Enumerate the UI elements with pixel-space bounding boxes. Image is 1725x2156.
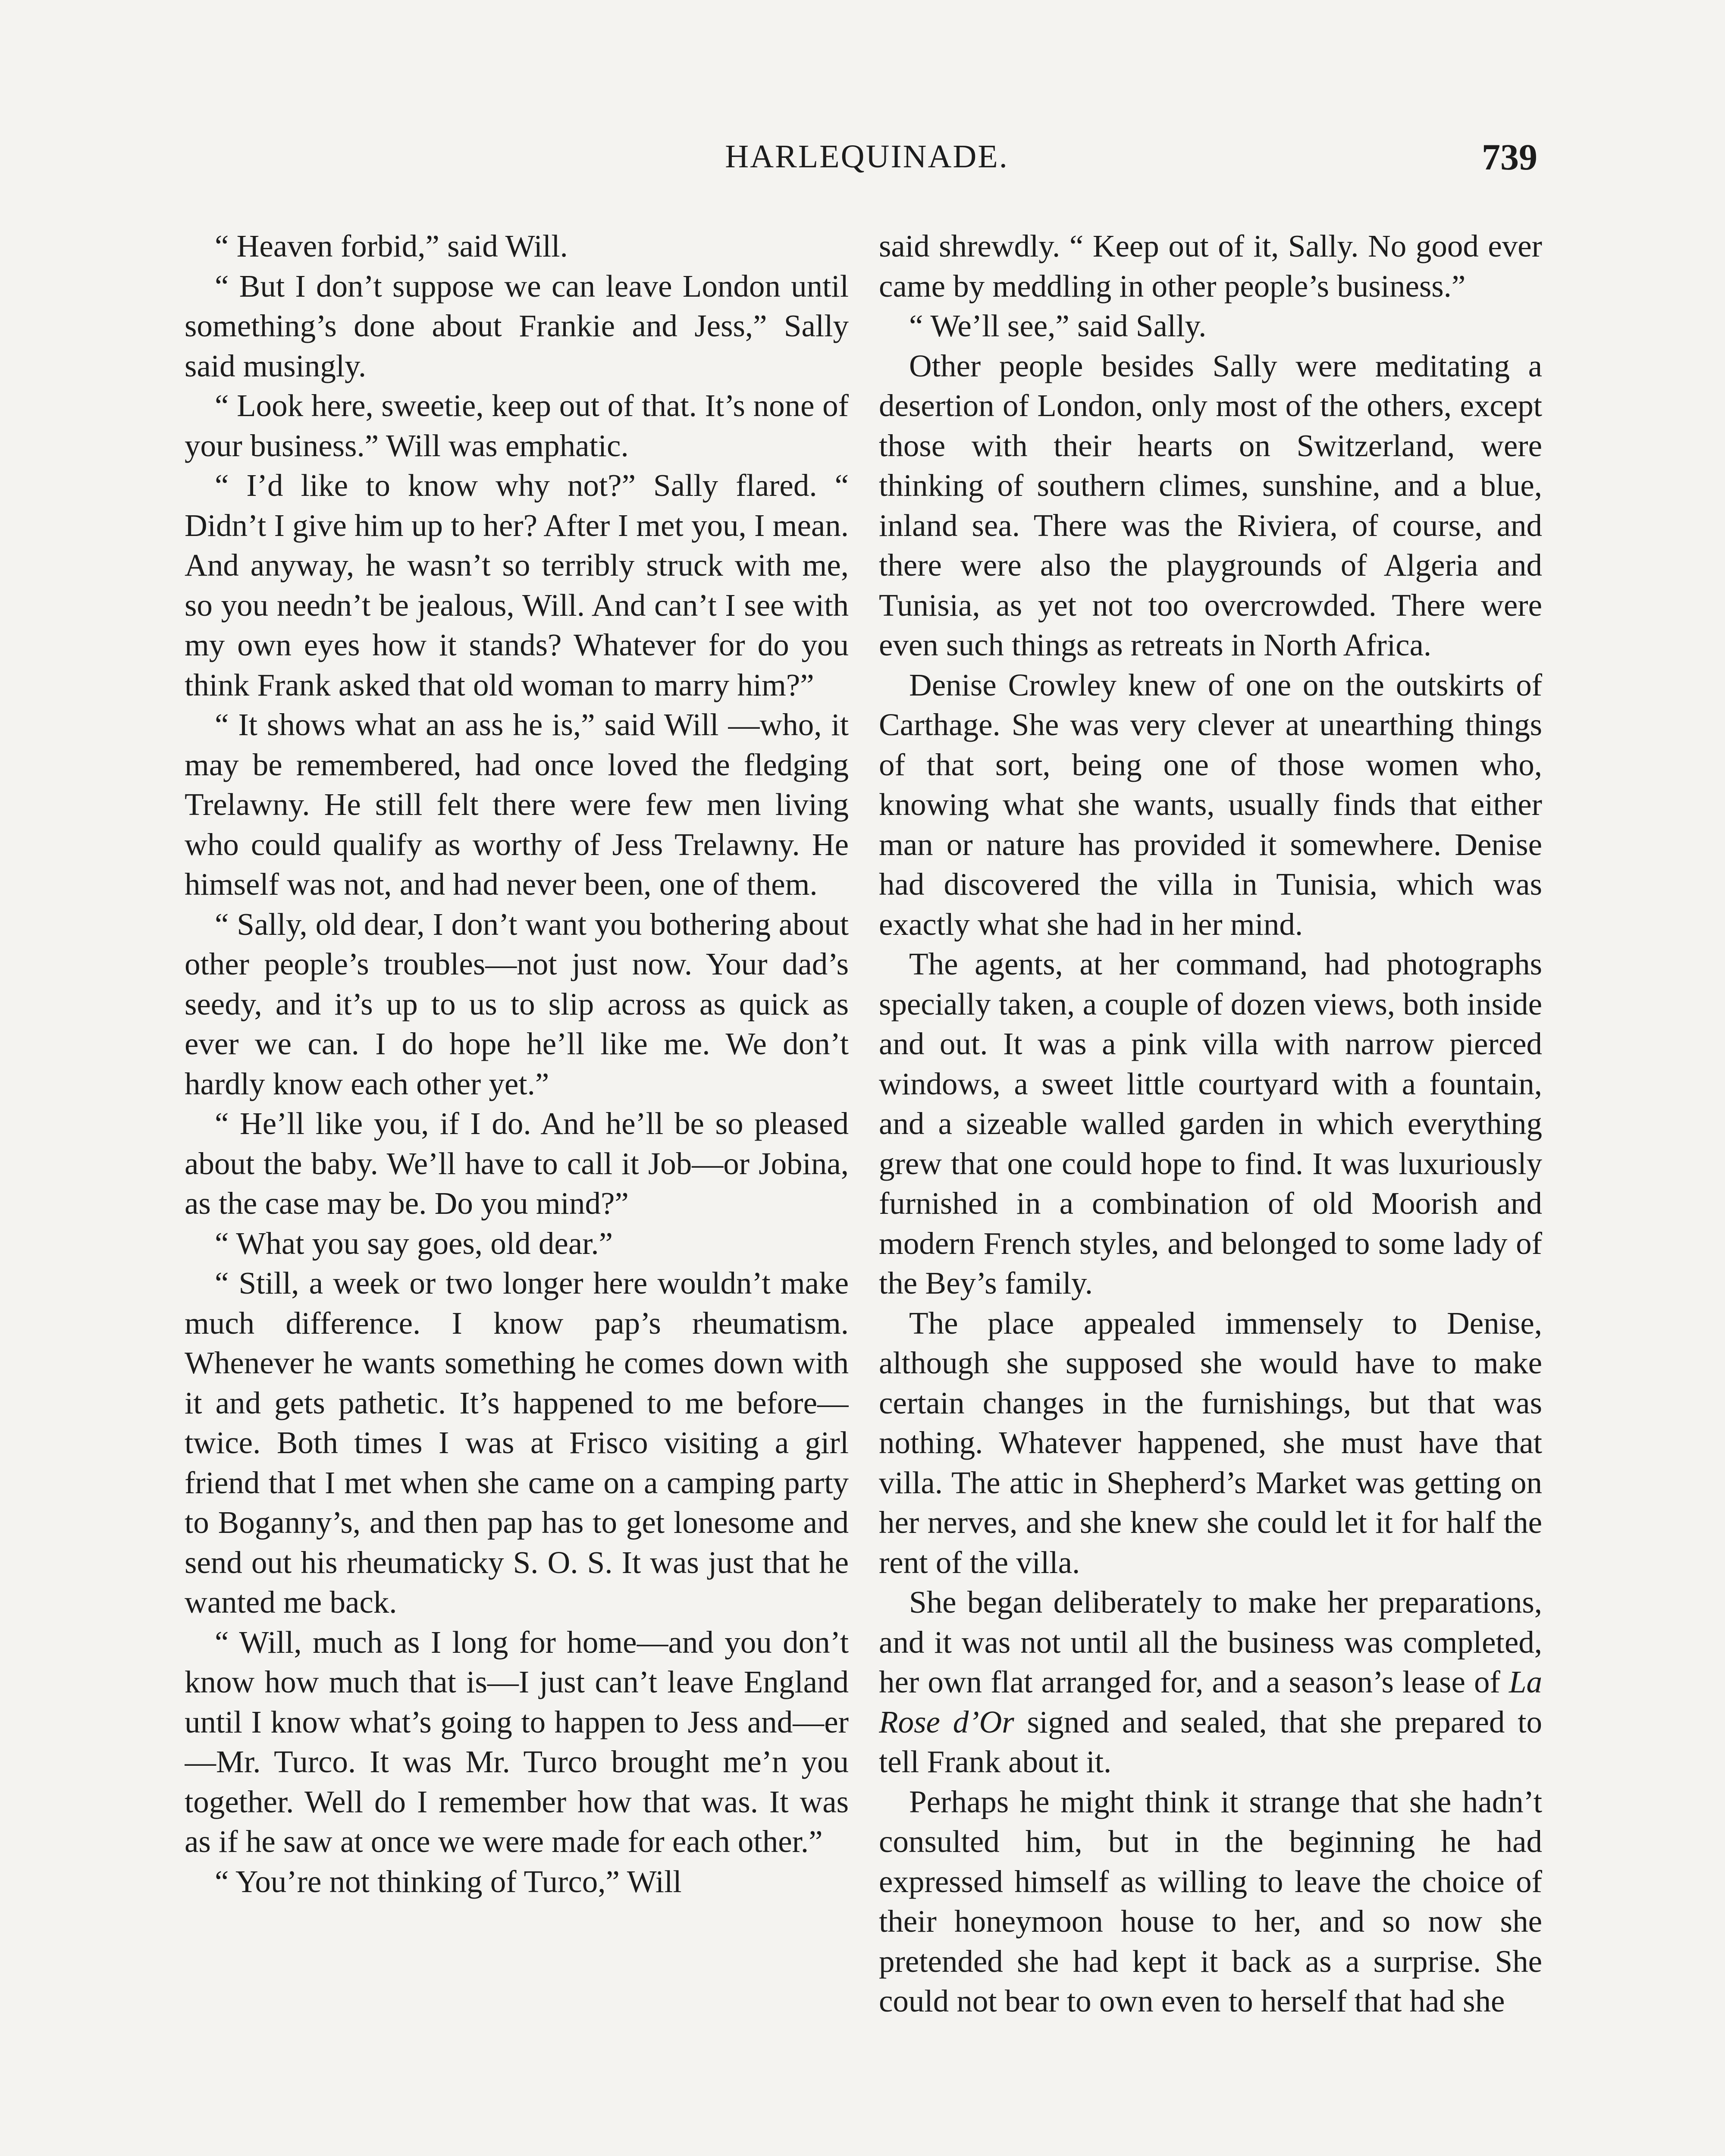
paragraph: Perhaps he might think it strange that she hadn’t consulted him, but in the beginning he had expressed himself as willing to leave the choice of their honeymoon house to her, and so now she pretended she had kept it back as a surprise. She could not bear to own even to herself that had she (879, 1784, 1542, 2018)
paragraph: “ Sally, old dear, I don’t want you bothering about other people’s troubles—not just now. Your dad’s seedy, and it’s up to us to slip across as quick as ever we can. I do hope he’ll like me. We don’t hardly know each other yet.” (185, 906, 849, 1101)
right-column (879, 226, 1542, 2156)
paragraph: “ It shows what an ass he is,” said Will —who, it may be remembered, had once loved the fledging Trelawny. He still felt there were few men living who could qualify as worthy of Jess Trelawny. He himself was not, and had never been, one of them. (185, 707, 849, 902)
paragraph: “ We’ll see,” said Sally. (909, 308, 1207, 343)
paragraph-text: She began deliberately to make her preparations, and it was not until all the business was completed, her own flat arranged for, and a season’s lease of (879, 1585, 1542, 1699)
page-number: 739 (1482, 136, 1537, 178)
paragraph: The place appealed immensely to Denise, although she supposed she would have to make certain changes in the furnishings, but that was nothing. Whatever happened, she must have that villa. The attic in Shepherd’s Market was getting on her nerves, and she knew she could let it for half the rent of the villa. (879, 1305, 1542, 1580)
paragraph: “ Will, much as I long for home—and you don’t know how much that is—I just can’t leave England until I know what’s going to happen to Jess and—er—Mr. Turco. It was Mr. Turco brought me’n you together. Well do I remember how that was. It was as if he saw at once we were made for each other.” (185, 1624, 849, 1859)
page-header (0, 138, 1725, 185)
paragraph: “ He’ll like you, if I do. And he’ll be so pleased about the baby. We’ll have to call it Job—or Jobina, as the case may be. Do you mind?” (185, 1106, 849, 1221)
paragraph: “ But I don’t suppose we can leave London until something’s done about Frankie and Jess,” Sally said musingly. (185, 268, 849, 383)
paragraph: “ Heaven forbid,” said Will. (215, 229, 568, 263)
paragraph: Denise Crowley knew of one on the outskirts of Carthage. She was very clever at unearthing things of that sort, being one of those women who, knowing what she wants, usually finds that either man or nature has provided it somewhere. Denise had discovered the villa in Tunisia, which was exactly what she had in her mind. (879, 667, 1542, 942)
paragraph: “ Still, a week or two longer here wouldn’t make much difference. I know pap’s rheumatism. Whenever he wants something he comes down with it and gets pathetic. It’s happened to me before—twice. Both times I was at Frisco visiting a girl friend that I met when she came on a camping party to Boganny’s, and then pap has to get lonesome and send out his rheumaticky S. O. S. It was just that he wanted me back. (185, 1266, 849, 1620)
paragraph-continuation: said shrewdly. “ Keep out of it, Sally. No good ever came by meddling in other people’s business.” (879, 229, 1542, 304)
paragraph (879, 1583, 1542, 1782)
paragraph-text: signed and sealed, that she prepared to tell Frank about it. (879, 1704, 1542, 1779)
paragraph: “ Look here, sweetie, keep out of that. It’s none of your business.” Will was emphatic. (185, 388, 849, 463)
left-column (185, 226, 849, 2156)
paragraph: “ You’re not thinking of Turco,” Will (215, 1864, 682, 1899)
paragraph: “ I’d like to know why not?” Sally flared. “ Didn’t I give him up to her? After I met you, I mean. And anyway, he wasn’t so terribly struck with me, so you needn’t be jealous, Will. And can’t I see with my own eyes how it stands? Whatever for do you think Frank asked that old woman to marry him?” (185, 468, 849, 702)
villa-name: La Rose d’Or (879, 1664, 1542, 1739)
paragraph: Other people besides Sally were meditating a desertion of London, only most of the others, except those with their hearts on Switzerland, were thinking of southern climes, sunshine, and a blue, inland sea. There was the Riviera, of course, and there were also the playgrounds of Algeria and Tunisia, as yet not too overcrowded. There were even such things as retreats in North Africa. (879, 348, 1542, 662)
paragraph: The agents, at her command, had photographs specially taken, a couple of dozen views, both inside and out. It was a pink villa with narrow pierced windows, a sweet little courtyard with a fountain, and a sizeable walled garden in which everything grew that one could hope to find. It was luxuriously furnished in a combination of old Moorish and modern French styles, and belonged to some lady of the Bey’s family. (879, 946, 1542, 1300)
running-title: HARLEQUINADE. (725, 138, 1009, 175)
paragraph: “ What you say goes, old dear.” (215, 1225, 613, 1261)
